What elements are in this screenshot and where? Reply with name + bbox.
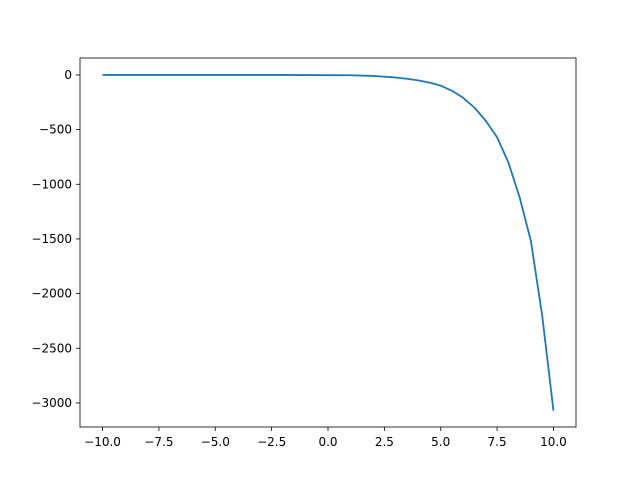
y-tick-label: −500 bbox=[39, 122, 72, 137]
y-tick-label: −2000 bbox=[31, 286, 72, 301]
x-tick-label: 7.5 bbox=[487, 435, 507, 449]
y-tick-label: −3000 bbox=[31, 395, 72, 410]
y-tick-label: −1500 bbox=[31, 231, 72, 246]
x-tick-label: 0.0 bbox=[318, 435, 338, 449]
x-tick-label: −10.0 bbox=[84, 435, 121, 449]
y-tick-label: −2500 bbox=[31, 341, 72, 356]
y-tick-label: 0 bbox=[64, 67, 72, 82]
x-tick-label: −2.5 bbox=[257, 435, 287, 449]
x-tick-label: −7.5 bbox=[144, 435, 174, 449]
x-tick-label: −5.0 bbox=[200, 435, 230, 449]
x-tick-label: 5.0 bbox=[431, 435, 451, 449]
x-tick-label: 2.5 bbox=[374, 435, 394, 449]
y-tick-label: −1000 bbox=[31, 177, 72, 192]
x-tick-label: 10.0 bbox=[540, 435, 567, 449]
